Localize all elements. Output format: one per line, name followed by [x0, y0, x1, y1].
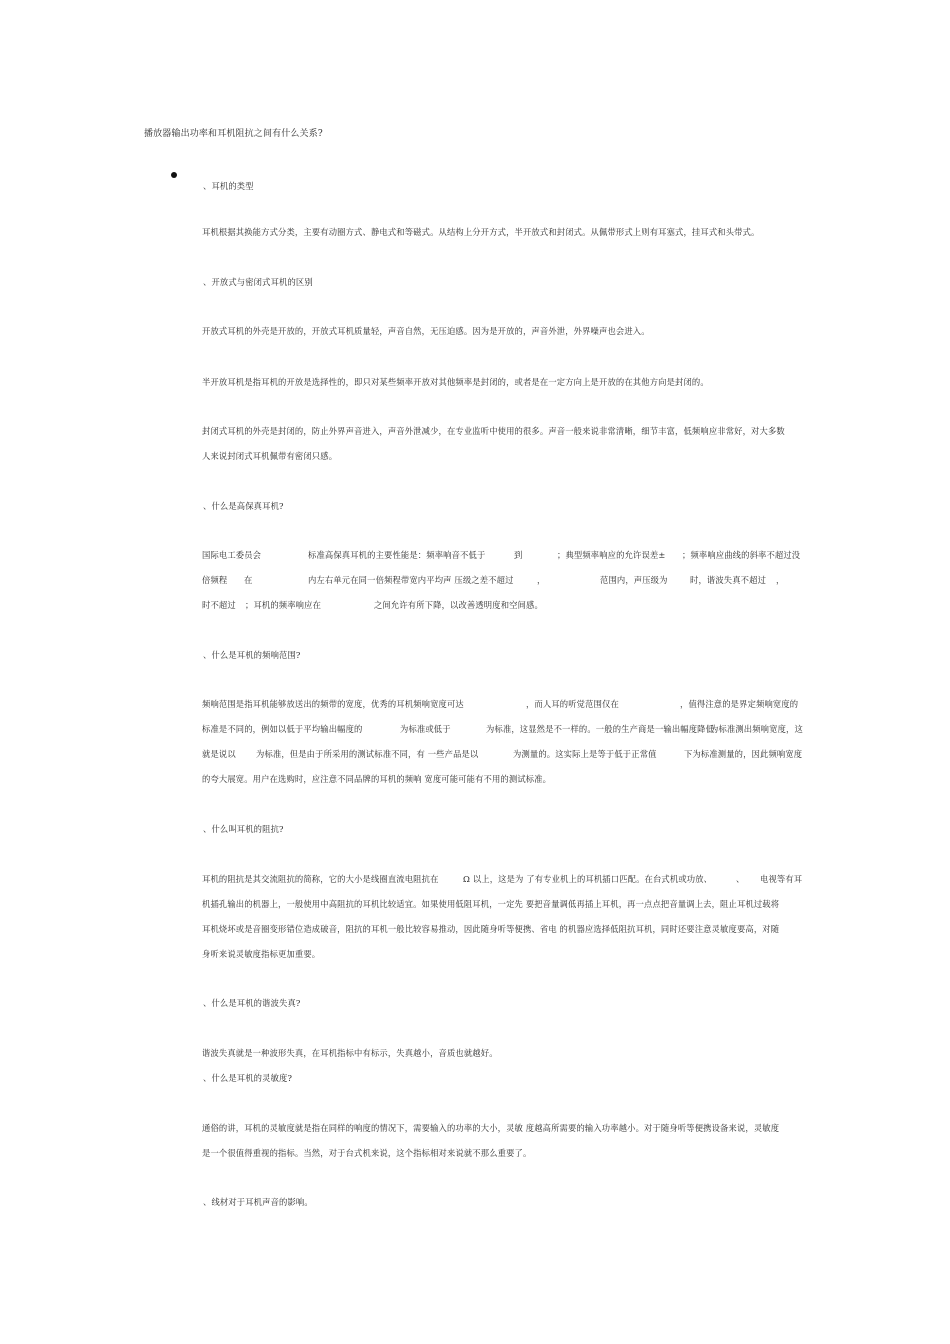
text-fragment: 就是说以 — [202, 749, 236, 759]
text-fragment: 为标准测出频响宽度，这 — [710, 724, 803, 734]
text-fragment: 倍频程 — [202, 575, 228, 585]
paragraph-line: 半开放耳机是指耳机的开放是选择性的，即只对某些频率开放对其他频率是封闭的，或者是在一定方向上是开放的在其他方向是封闭的。 — [202, 377, 709, 387]
paragraph-line: 封闭式耳机的外壳是封闭的，防止外界声音进入，声音外泄减少，在专业监听中使用的很多。声音一般来说非常清晰，细节丰富，低频响应非常好，对大多数 — [202, 426, 785, 436]
text-fragment: 电视等有耳 — [760, 874, 803, 884]
text-fragment: 时，谐波失真不超过 — [690, 575, 767, 585]
text-fragment: ；典型频率响应的允许误差± — [557, 550, 666, 560]
text-fragment: ， — [537, 575, 546, 585]
text-fragment: 标准高保真耳机的主要性能是：频率响音不低于 — [308, 550, 486, 560]
paragraph-line: 是一个很值得重视的指标。当然，对于台式机来说，这个指标相对来说就不那么重要了。 — [202, 1148, 532, 1158]
section-heading-frequency-range: 、什么是耳机的频响范围? — [203, 650, 301, 660]
text-fragment: 为标准，但是由于所采用的测试标准不同，有 一些产品是以 — [256, 749, 479, 759]
text-fragment: 标准是不同的，例如以低于平均输出幅度的 — [202, 724, 363, 734]
section-heading-cable-influence: 、线材对于耳机声音的影响。 — [203, 1197, 313, 1207]
text-fragment: ，而人耳的听觉范围仅在 — [526, 699, 619, 709]
text-fragment: ，值得注意的是界定频响宽度的 — [680, 699, 799, 709]
text-fragment: 的夸大展宽。用户在选购时，应注意不同品牌的耳机的频响 宽度可能可能有不用的测试标准。 — [202, 774, 552, 784]
text-fragment: 在 — [244, 575, 253, 585]
text-fragment: Ω 以上，这是为 了有专业机上的耳机插口匹配。在台式机或功放、 — [463, 874, 713, 884]
text-fragment: 范围内，声压级为 — [600, 575, 668, 585]
text-fragment: 为标准，这显然是不一样的。一般的生产商是一输出幅度降低 — [486, 724, 715, 734]
paragraph-line: 耳机根据其换能方式分类，主要有动圈方式、静电式和等磁式。从结构上分开方式，半开放式和封闭式。从佩带形式上则有耳塞式，挂耳式和头带式。 — [202, 227, 760, 237]
section-heading-sensitivity: 、什么是耳机的灵敏度? — [203, 1073, 293, 1083]
section-heading-hifi: 、什么是高保真耳机? — [203, 501, 284, 511]
page-title: 播放器输出功率和耳机阻抗之间有什么关系? — [144, 129, 323, 139]
text-fragment: ；耳机的频率响应在 — [245, 600, 322, 610]
paragraph-line: 身听来说灵敏度指标更加重要。 — [202, 949, 321, 959]
text-fragment: 之间允许有所下降，以改善透明度和空间感。 — [374, 600, 543, 610]
section-heading-harmonic-distortion: 、什么是耳机的谐波失真? — [203, 998, 301, 1008]
text-fragment: ；频率响应曲线的斜率不超过没 — [682, 550, 801, 560]
paragraph-line: 通俗的讲，耳机的灵敏度就是指在同样的响度的情况下，需要输入的功率的大小，灵敏 度越高所需要的输入功率越小。对于随身听等便携设备来说，灵敏度 — [202, 1123, 780, 1133]
text-fragment: 到 — [514, 550, 523, 560]
text-fragment: 下为标准测量的，因此频响宽度 — [684, 749, 803, 759]
section-heading-headphone-types: 、耳机的类型 — [203, 181, 254, 191]
text-fragment: 为标准或低于 — [400, 724, 451, 734]
text-fragment: 内左右单元在同一倍频程带宽内平均声 压级之差不超过 — [308, 575, 514, 585]
text-fragment: 耳机的阻抗是其交流阻抗的简称，它的大小是线圈直流电阻抗在 — [202, 874, 439, 884]
text-fragment: ， — [776, 575, 785, 585]
section-heading-impedance: 、什么叫耳机的阻抗? — [203, 824, 284, 834]
text-fragment: 时不超过 — [202, 600, 236, 610]
paragraph-line: 谐波失真就是一种波形失真，在耳机指标中有标示，失真越小，音质也就越好。 — [202, 1048, 498, 1058]
paragraph-line: 开放式耳机的外壳是开放的，开放式耳机质量轻，声音自然，无压迫感。因为是开放的，声音外泄，外界噪声也会进入。 — [202, 326, 650, 336]
list-bullet — [171, 172, 177, 178]
paragraph-line: 人来说封闭式耳机佩带有密闭只感。 — [202, 451, 338, 461]
section-heading-open-vs-closed: 、开放式与密闭式耳机的区别 — [203, 277, 313, 287]
text-fragment: 为测量的。这实际上是等于低于正常值 — [513, 749, 657, 759]
text-fragment: 、 — [736, 874, 745, 884]
text-fragment: 国际电工委员会 — [202, 550, 262, 560]
paragraph-line: 机插孔输出的机器上，一般使用中高阻抗的耳机比较适宜。如果使用低阻耳机，一定先 要把音量调低再插上耳机，再一点点把音量调上去，阻止耳机过载将 — [202, 899, 780, 909]
paragraph-line: 耳机烧坏或是音圈变形错位造成破音，阻抗的耳机一般比较容易推动，因此随身听等便携、省电 的机器应选择低阻抗耳机，同时还要注意灵敏度要高，对随 — [202, 924, 780, 934]
text-fragment: 频响范围是指耳机能够放送出的频带的宽度，优秀的耳机频响宽度可达 — [202, 699, 464, 709]
